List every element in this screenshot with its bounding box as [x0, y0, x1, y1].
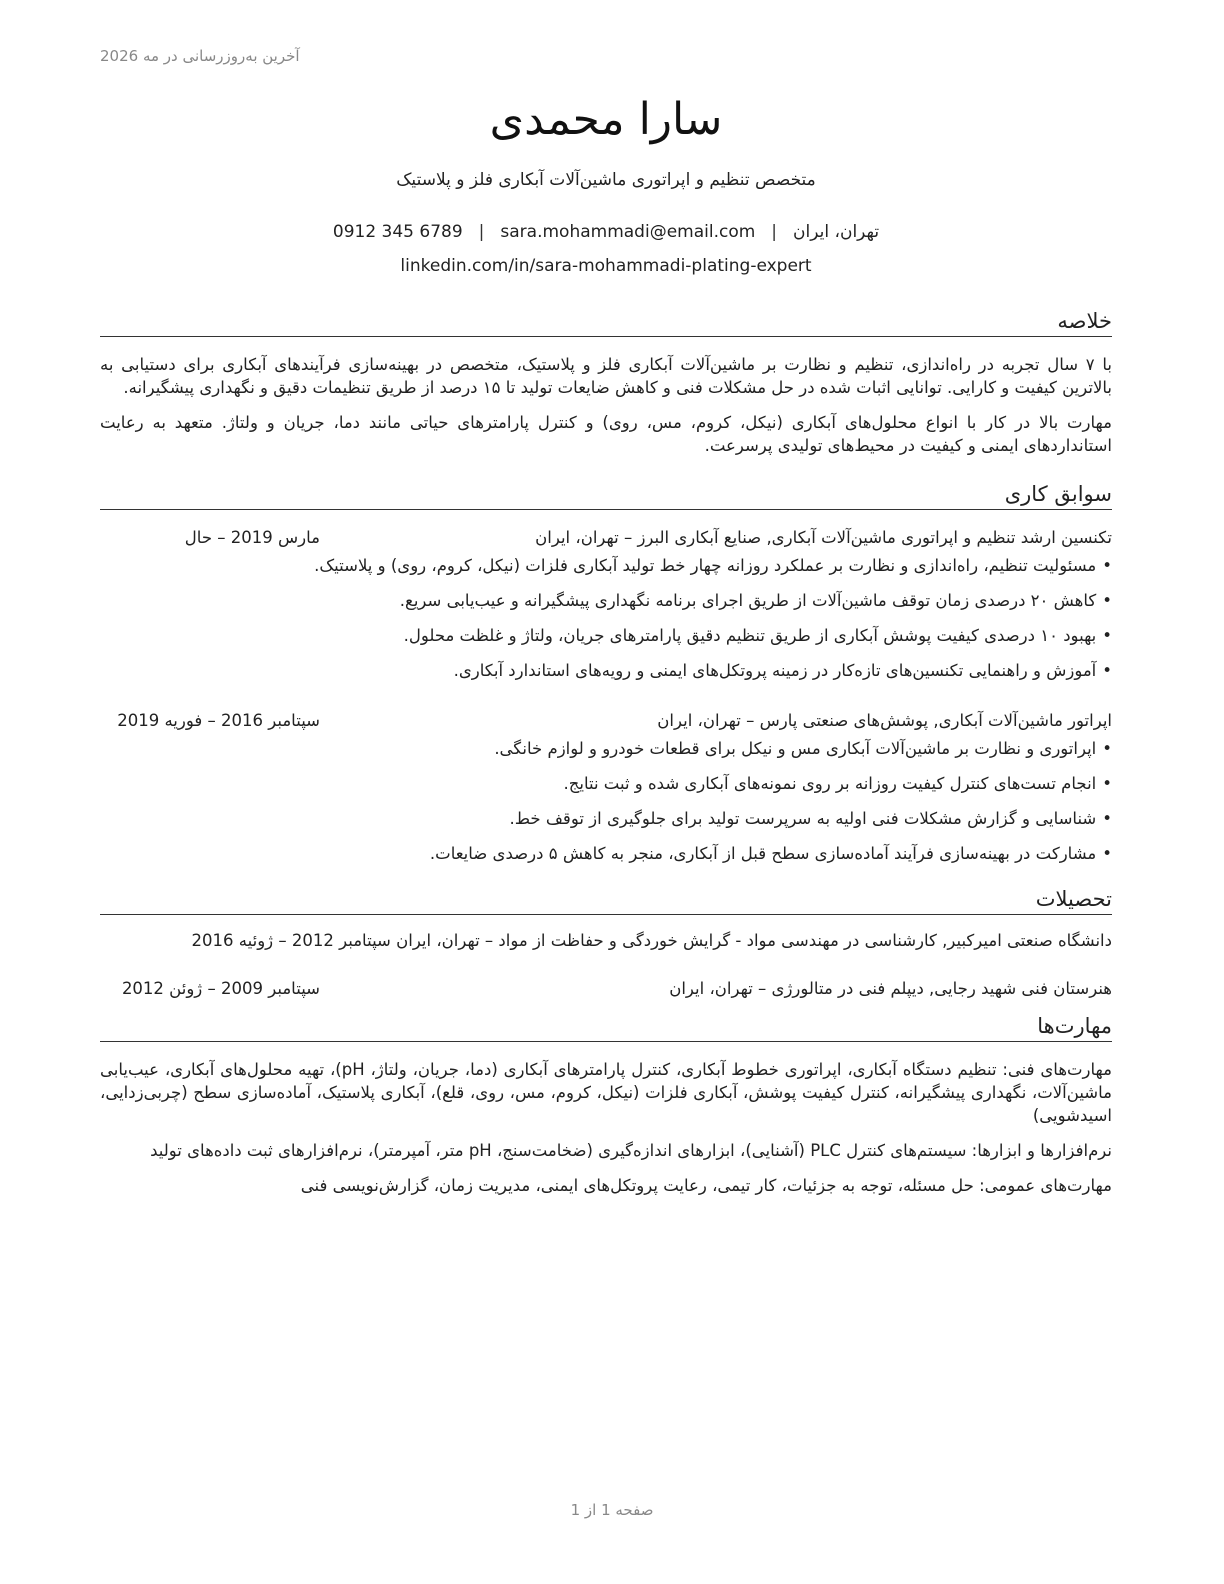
education-entry — [100, 977, 1112, 1001]
skills-line: مهارت‌های عمومی: حل مسئله، توجه به جزئیات، کار تیمی، رعایت پروتکل‌های ایمنی، مدیریت زمان، گزارش‌نویسی فنی — [300, 1176, 1112, 1195]
job-bullet: •مسئولیت تنظیم، راه‌اندازی و نظارت بر عملکرد روزانه چهار خط تولید آبکاری فلزات (نیکل، کروم، روی) و پلاستیک. — [314, 556, 1112, 575]
job-bullets — [100, 737, 1112, 866]
job-bullet: •آموزش و راهنمایی تکنسین‌های تازه‌کار در زمینه پروتکل‌های ایمنی و رویه‌های استاندارد آبکاری. — [453, 661, 1112, 680]
job-role: تکنسین ارشد تنظیم و اپراتوری ماشین‌آلات آبکاری, صنایع آبکاری البرز – تهران، ایران — [535, 528, 1112, 547]
contact-location: تهران، ایران — [793, 222, 880, 242]
job-date: مارس 2019 – حال — [184, 528, 320, 547]
experience-heading: سوابق کاری — [100, 479, 1112, 510]
summary-heading: خلاصه — [100, 306, 1112, 337]
skills-section — [100, 1011, 1112, 1197]
candidate-title: متخصص تنظیم و اپراتوری ماشین‌آلات آبکاری فلز و پلاستیک — [396, 170, 816, 190]
education-text: هنرستان فنی شهید رجایی, دیپلم فنی در متالورژی – تهران، ایران — [669, 979, 1112, 998]
job-entry — [100, 709, 1112, 866]
job-bullet: •انجام تست‌های کنترل کیفیت روزانه بر روی نمونه‌های آبکاری شده و ثبت نتایج. — [563, 774, 1112, 793]
contact-separator: | — [771, 222, 778, 242]
skills-line: نرم‌افزارها و ابزارها: سیستم‌های کنترل PLC (آشنایی)، ابزارهای اندازه‌گیری (ضخامت‌سنج، pH متر، آمپرمتر)، نرم‌افزارهای ثبت داده‌های تولید — [150, 1141, 1112, 1160]
last-updated-note: آخرین به‌روزرسانی در مه 2026 — [100, 47, 300, 65]
job-bullets — [100, 554, 1112, 683]
contact-separator: | — [478, 222, 485, 242]
job-entry — [100, 526, 1112, 683]
experience-section — [100, 479, 1112, 866]
job-bullet: •بهبود ۱۰ درصدی کیفیت پوشش آبکاری از طریق تنظیم دقیق پارامترهای جریان، ولتاژ و غلظت محلول. — [403, 626, 1112, 645]
education-section — [100, 884, 1112, 1001]
job-bullet: •کاهش ۲۰ درصدی زمان توقف ماشین‌آلات از طریق اجرای برنامه نگهداری پیشگیرانه و عیب‌یابی سریع. — [399, 591, 1112, 610]
skills-heading: مهارت‌ها — [100, 1011, 1112, 1042]
skills-line: مهارت‌های فنی: تنظیم دستگاه آبکاری، اپراتوری خطوط آبکاری، کنترل پارامترهای آبکاری (دما، جریان، ولتاژ، pH)، تهیه محلول‌های آبکاری، عیب‌یابی ماشین‌آلات، نگهداری پیشگیرانه، کنترل کیفیت پوشش، آبکاری فلزات (نیکل، کروم، مس، روی، قلع)، آبکاری پلاستیک، آماده‌سازی سطح (چربی‌زدایی، اسیدشویی) — [100, 1060, 1113, 1125]
education-heading: تحصیلات — [100, 884, 1112, 915]
summary-paragraph: مهارت بالا در کار با انواع محلول‌های آبکاری (نیکل، کروم، مس، روی) و کنترل پارامترهای حیاتی مانند دما، جریان و ولتاژ. متعهد به رعایت استانداردهای ایمنی و کیفیت در محیط‌های تولیدی پرسرعت. — [100, 413, 1112, 455]
job-date: سپتامبر 2016 – فوریه 2019 — [117, 711, 320, 730]
contact-linkedin[interactable]: linkedin.com/in/sara-mohammadi-plating-expert — [400, 256, 812, 276]
candidate-name: سارا محمدی — [489, 94, 723, 145]
job-bullet: •شناسایی و گزارش مشکلات فنی اولیه به سرپرست تولید برای جلوگیری از توقف خط. — [509, 809, 1112, 828]
contact-phone[interactable]: 0912 345 6789 — [332, 222, 463, 242]
summary-paragraph: با ۷ سال تجربه در راه‌اندازی، تنظیم و نظارت بر ماشین‌آلات آبکاری فلز و پلاستیک، متخصص در بهینه‌سازی فرآیندهای آبکاری برای دستیابی به بالاترین کیفیت و کارایی. توانایی اثبات شده در حل مشکلات فنی و کاهش ضایعات تولید تا ۱۵ درصد از طریق تنظیمات دقیق و نگهداری پیشگیرانه. — [100, 355, 1112, 397]
job-bullet: •اپراتوری و نظارت بر ماشین‌آلات آبکاری مس و نیکل برای قطعات خودرو و لوازم خانگی. — [494, 739, 1112, 758]
contact-email[interactable]: sara.mohammadi@email.com — [500, 222, 756, 242]
contact-line — [100, 220, 1112, 244]
summary-section — [100, 306, 1112, 457]
education-date: سپتامبر 2009 – ژوئن 2012 — [121, 979, 320, 998]
resume-page — [100, 88, 1112, 1197]
education-entry — [100, 929, 1112, 953]
job-role: اپراتور ماشین‌آلات آبکاری, پوشش‌های صنعتی پارس – تهران، ایران — [657, 711, 1112, 730]
education-text: دانشگاه صنعتی امیرکبیر, کارشناسی در مهندسی مواد - گرایش خوردگی و حفاظت از مواد – تهران، ایران سپتامبر 2012 – ژوئیه 2016 — [191, 931, 1112, 950]
page-number: صفحه 1 از 1 — [570, 1501, 654, 1519]
job-bullet: •مشارکت در بهینه‌سازی فرآیند آماده‌سازی سطح قبل از آبکاری، منجر به کاهش ۵ درصدی ضایعات. — [429, 844, 1112, 863]
